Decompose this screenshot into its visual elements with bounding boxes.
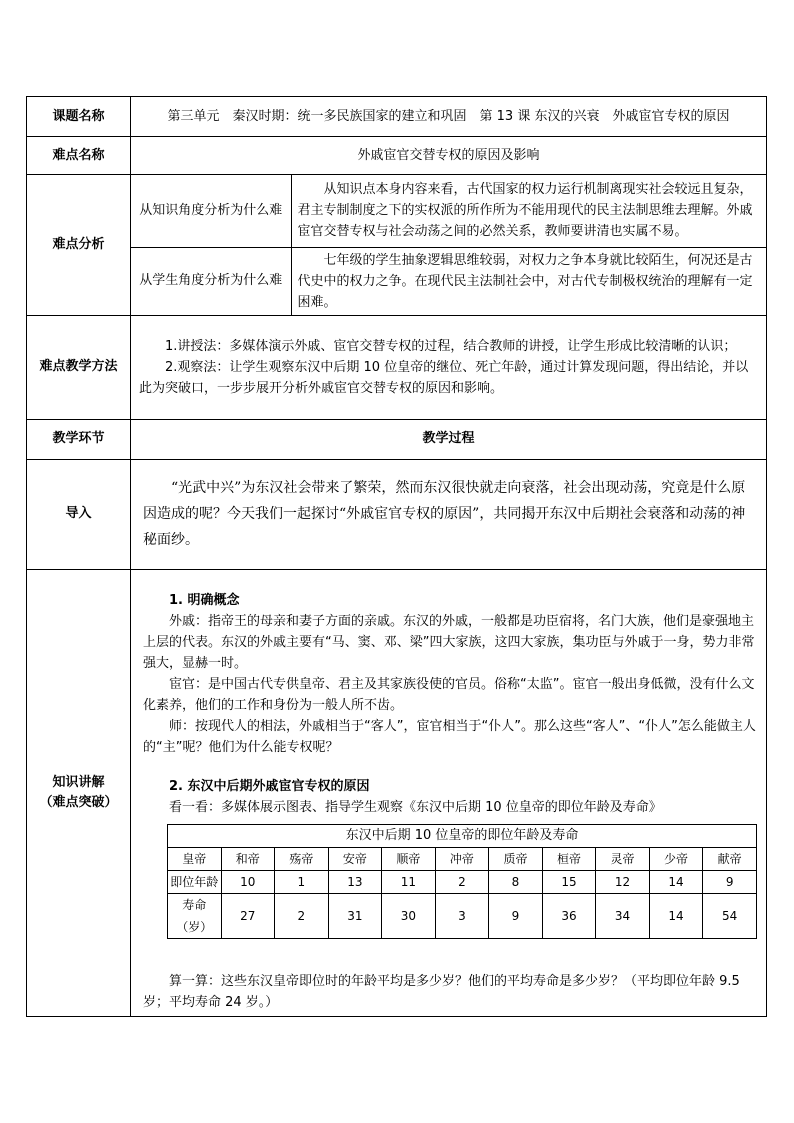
intro-text: “光武中兴”为东汉社会带来了繁荣，然而东汉很快就走向衰落，社会出现动荡，究竟是什么原因造成的呢？今天我们一起探讨“外戚宦官专权的原因”，共同揭开东汉中后期社会衰落和动荡的神秘面纱。 <box>143 480 746 548</box>
method-item-2: 2.观察法：让学生观察东汉中后期 10 位皇帝的继位、死亡年龄，通过计算发现问题，得出结论，并以此为突破口，一步步展开分析外戚宦官交替专权的原因和影响。 <box>139 359 749 396</box>
emperor-name-cell: 质帝 <box>489 847 543 870</box>
emperor-value-cell: 13 <box>328 870 382 893</box>
intro-label: 导入 <box>27 459 131 569</box>
emperor-data-row <box>168 893 757 938</box>
emperor-name-cell: 少帝 <box>649 847 703 870</box>
emperor-name-cell: 和帝 <box>221 847 275 870</box>
knowledge-label-line1: 知识讲解 <box>52 774 105 790</box>
emperor-name-cell: 献帝 <box>703 847 757 870</box>
reason-heading: 2. 东汉中后期外戚宦官专权的原因 <box>169 778 370 794</box>
emperor-value-cell: 31 <box>328 893 382 938</box>
process-label: 教学过程 <box>131 419 767 459</box>
difficulty-label: 难点名称 <box>27 137 131 175</box>
emperor-header-row <box>168 847 757 870</box>
student-angle-label: 从学生角度分析为什么难 <box>131 247 291 315</box>
methods-label: 难点教学方法 <box>27 315 131 419</box>
emperor-value-cell: 14 <box>649 893 703 938</box>
emperor-value-cell: 30 <box>382 893 436 938</box>
emperor-value-cell: 9 <box>703 870 757 893</box>
course-value: 第三单元 秦汉时期：统一多民族国家的建立和巩固 第 13 课 东汉的兴衰 外戚宦官专权的原因 <box>131 97 767 137</box>
concept-heading: 1. 明确概念 <box>169 592 240 608</box>
emperor-name-cell: 冲帝 <box>435 847 489 870</box>
emperor-value-cell: 1 <box>275 870 329 893</box>
knowledge-content <box>131 569 767 1016</box>
emperor-value-cell: 3 <box>435 893 489 938</box>
calculate-question: 算一算：这些东汉皇帝即位时的年龄平均是多少岁？他们的平均寿命是多少岁？（平均即位年龄 9.5 岁；平均寿命 24 岁。） <box>143 973 740 1010</box>
emperor-name-cell: 灵帝 <box>596 847 650 870</box>
teacher-question: 师：按现代人的相法，外戚相当于“客人”，宦官相当于“仆人”。那么这些“客人”、“仆人”怎么能做主人的“主”呢？他们为什么能专权呢？ <box>143 718 756 755</box>
emperor-name-cell: 殇帝 <box>275 847 329 870</box>
analysis-cell <box>131 175 767 316</box>
process-header-row <box>27 419 767 459</box>
method-item-1: 1.讲授法：多媒体演示外戚、宦官交替专权的过程，结合教师的讲授，让学生形成比较清晰的认识； <box>165 338 737 354</box>
emperor-value-cell: 34 <box>596 893 650 938</box>
emperor-table-caption-row <box>168 824 757 847</box>
knowledge-angle-text: 从知识点本身内容来看，古代国家的权力运行机制离现实社会较远且复杂，君主专制制度之下的实权派的所作所为不能用现代的民主法制思维去理解。外戚宦官交替专权与社会动荡之间的必然关系，教师要讲清也实属不易。 <box>291 175 766 247</box>
methods-row <box>27 315 767 419</box>
knowledge-angle-label: 从知识角度分析为什么难 <box>131 175 291 247</box>
emperor-value-cell: 12 <box>596 870 650 893</box>
emperor-row-label: 寿命（岁） <box>168 893 222 938</box>
emperor-name-cell: 顺帝 <box>382 847 436 870</box>
emperor-name-cell: 桓帝 <box>542 847 596 870</box>
student-angle-row <box>131 247 766 315</box>
emperor-data-row <box>168 870 757 893</box>
emperor-name-cell: 安帝 <box>328 847 382 870</box>
emperor-value-cell: 36 <box>542 893 596 938</box>
emperor-row-label: 即位年龄 <box>168 870 222 893</box>
emperor-value-cell: 15 <box>542 870 596 893</box>
course-label: 课题名称 <box>27 97 131 137</box>
difficulty-row <box>27 137 767 175</box>
emperor-value-cell: 14 <box>649 870 703 893</box>
emperor-age-table <box>167 824 757 939</box>
emperor-value-cell: 54 <box>703 893 757 938</box>
emperor-value-cell: 10 <box>221 870 275 893</box>
knowledge-label-line2: （难点突破） <box>39 794 118 810</box>
intro-content <box>131 459 767 569</box>
emperor-value-cell: 2 <box>435 870 489 893</box>
waiqi-definition: 外戚：指帝王的母亲和妻子方面的亲戚。东汉的外戚，一般都是功臣宿将，名门大族，他们是豪强地主上层的代表。东汉的外戚主要有“马、窦、邓、梁”四大家族，这四大家族，集功臣与外戚于一身，势力非常强大，显赫一时。 <box>143 613 755 671</box>
emperor-value-cell: 9 <box>489 893 543 938</box>
emperor-value-cell: 27 <box>221 893 275 938</box>
course-row <box>27 97 767 137</box>
analysis-subtable <box>131 175 766 315</box>
knowledge-label <box>27 569 131 1016</box>
emperor-column-label: 皇帝 <box>168 847 222 870</box>
analysis-row <box>27 175 767 316</box>
knowledge-row <box>27 569 767 1016</box>
student-angle-text: 七年级的学生抽象逻辑思维较弱，对权力之争本身就比较陌生，何况还是古代史中的权力之争。在现代民主法制社会中，对古代专制极权统治的理解有一定困难。 <box>297 252 753 310</box>
methods-content <box>131 315 767 419</box>
difficulty-value: 外戚宦官交替专权的原因及影响 <box>131 137 767 175</box>
intro-row <box>27 459 767 569</box>
emperor-value-cell: 2 <box>275 893 329 938</box>
knowledge-angle-row <box>131 175 766 247</box>
lesson-plan-table <box>26 96 767 1017</box>
emperor-value-cell: 8 <box>489 870 543 893</box>
look-instruction: 看一看：多媒体展示图表、指导学生观察《东汉中后期 10 位皇帝的即位年龄及寿命》 <box>169 799 662 815</box>
huanguan-definition: 宦官：是中国古代专供皇帝、君主及其家族役使的官员。俗称“太监”。宦官一般出身低微，没有什么文化素养，他们的工作和身份为一般人所不齿。 <box>143 676 755 713</box>
emperor-table-title: 东汉中后期 10 位皇帝的即位年龄及寿命 <box>168 824 757 847</box>
emperor-value-cell: 11 <box>382 870 436 893</box>
stage-label: 教学环节 <box>27 419 131 459</box>
analysis-label: 难点分析 <box>27 175 131 316</box>
